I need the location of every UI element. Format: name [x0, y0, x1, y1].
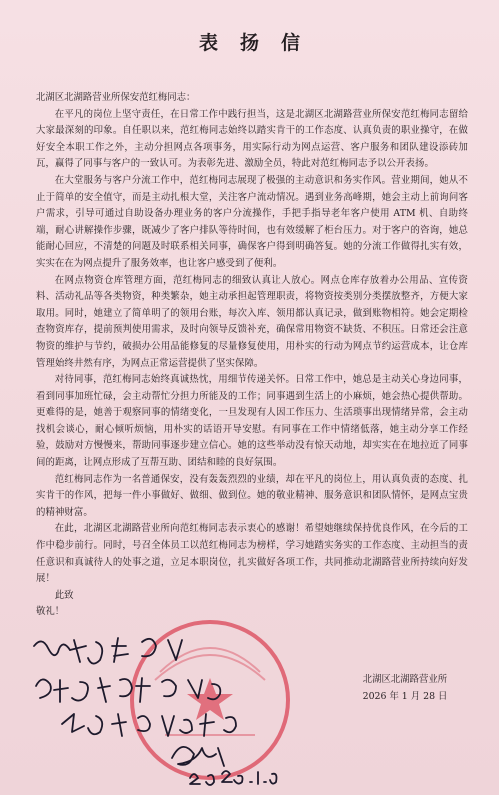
paragraph-lobby-service: 在大堂服务与客户分流工作中，范红梅同志展现了极强的主动意识和务实作风。营业期间，她从不止于简单的安全值守，而是主动扎根大堂，关注客户流动情况。遇到业务高峰期，她会主动上前询问客户需求，引导可通过自助设备办理业务的客户分流操作，手把手指导老年客户使用 ATM 机、自助终端，耐心讲解操作步骤，既减少了客户排队等待时间，也有效缓解了柜台压力。对于客户的咨询，她总能耐心回应，不清楚的问题及时联系相关同事，确保客户得到明确答复。她的分流工作做得扎实有效，实实在在为网点提升了服务效率，也让客户感受到了便利。: [36, 174, 468, 269]
salutation: 北湖区北湖路营业所保安范红梅同志：: [36, 92, 196, 103]
paragraph-intro: 在平凡的岗位上坚守责任，在日常工作中践行担当，这是北湖区北湖路营业所保安范红梅同志留给大家最深刻的印象。自任职以来，范红梅同志始终以踏实肯干的工作态度、认真负责的职业操守，在做好安全本职工作之外，主动分担网点各项事务，用实际行动为网点运营、客户服务和团队建设添砖加瓦，赢得了同事与客户的一致认可。为表彰先进、激励全员，特此对范红梅同志予以公开表扬。: [36, 108, 468, 170]
letter-title: 表扬信: [198, 32, 322, 54]
paragraph-thanks: 在此，北湖区北湖路营业所向范红梅同志表示衷心的感谢！希望她继续保持优良作风，在今后的工作中稳步前行。同时，号召全体员工以范红梅同志为榜样，学习她踏实务实的工作态度、主动担当的责任意识和真诚待人的处事之道，立足本职岗位，扎实做好各项工作，共同推动北湖路营业所持续向好发展！: [36, 523, 468, 585]
paragraph-colleagues: 对待同事，范红梅同志始终真诚热忱，用细节传递关怀。日常工作中，她总是主动关心身边同事，看到同事加班忙碌，会主动帮忙分担力所能及的工作；同事遇到生活上的小麻烦，她会热心提供帮助。更难得的是，她善于观察同事的情绪变化，一旦发现有人因工作压力、生活琐事出现情绪异常，会主动找机会谈心，耐心倾听烦恼，用朴实的话语开导安慰。有同事在工作中情绪低落，她主动分享工作经验，鼓励对方慢慢来，帮助同事逐步建立信心。她的这些举动没有惊天动地，却实实在在地拉近了同事间的距离，让网点形成了互帮互助、团结和睦的良好氛围。: [36, 374, 468, 469]
letter-body: [36, 90, 468, 621]
signature-block: [330, 671, 480, 705]
handwritten-signature: [22, 628, 302, 788]
paragraph-summary: 范红梅同志作为一名普通保安，没有轰轰烈烈的业绩，却在平凡的岗位上，用认真负责的态度、扎实肯干的作风，把每一件小事做好、做细、做到位。她的敬业精神、服务意识和团队情怀，是网点宝贵的精神财富。: [36, 473, 468, 518]
closing-cizhi: 此致: [54, 589, 74, 601]
signature-organization: 北湖区北湖路营业所: [362, 674, 448, 685]
paragraph-warehouse: 在网点物资仓库管理方面，范红梅同志的细致认真让人放心。网点仓库存放着办公用品、宣传资料、活动礼品等各类物资，种类繁杂，她主动承担起管理职责，将物资按类别分类摆放整齐，方便大家取用。同时，她建立了简单明了的领用台账，每次入库、领用都认真记录，做到账物相符。她会定期检查物资库存，提前预判使用需求，及时向领导反馈补充，确保常用物资不缺货、不积压。日常还会注意物资的维护与节约，破损办公用品能修复的尽量修复使用，用朴实的行动为网点节约运营成本，让仓库管理始终井然有序，为网点正常运营提供了坚实保障。: [36, 274, 468, 369]
signature-date: 2026 年 1 月 28 日: [362, 691, 448, 702]
closing-jingli: 敬礼！: [36, 606, 65, 618]
